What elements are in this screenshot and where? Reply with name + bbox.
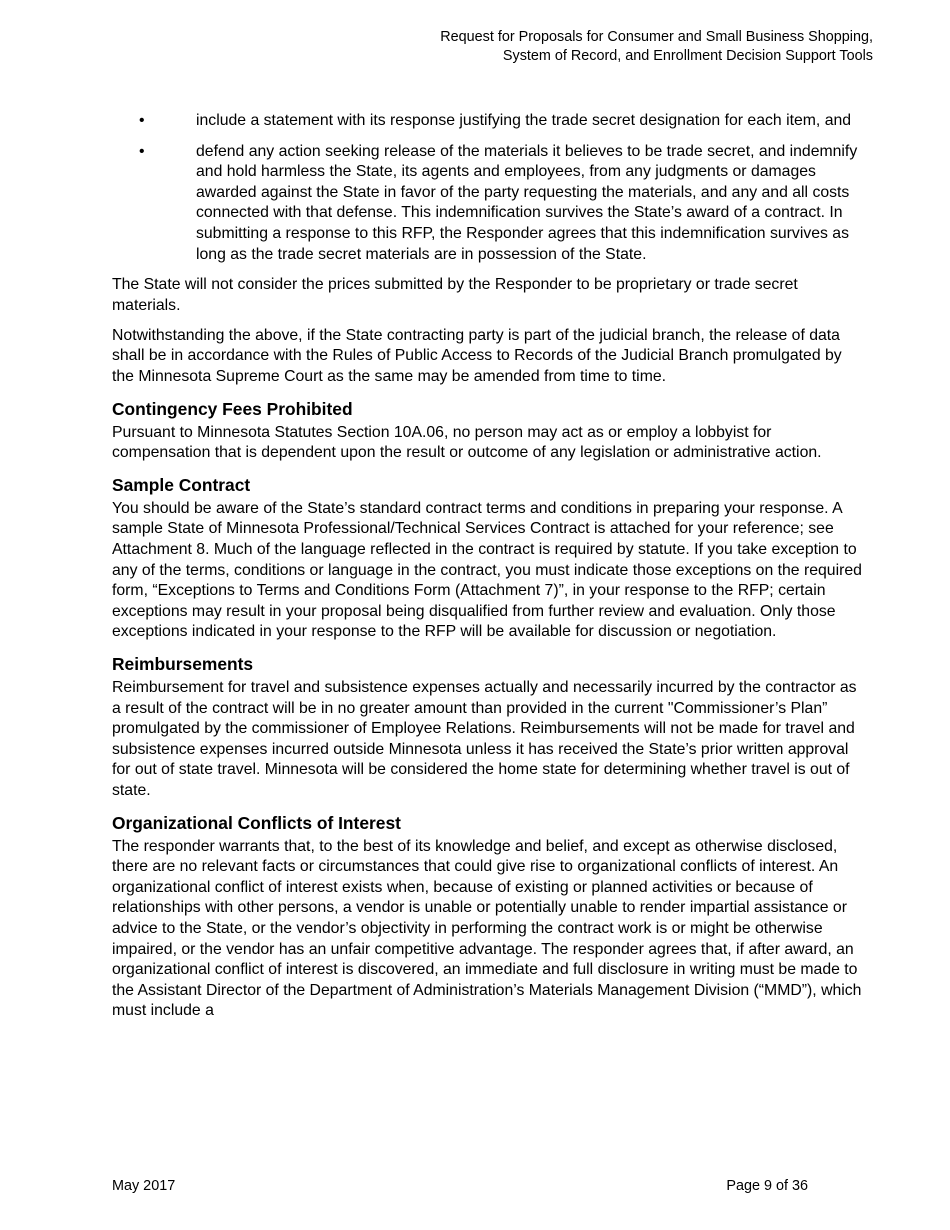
bullet-text: include a statement with its response justifying the trade secret designation for each item, and	[196, 112, 852, 129]
bullet-item	[112, 111, 868, 132]
heading-organizational-conflicts: Organizational Conflicts of Interest	[112, 812, 401, 833]
running-header	[273, 28, 873, 66]
bullet-text: defend any action seeking release of the materials it believes to be trade secret, and indemnify and hold harmless the State, its agents and employees, from any judgments or damages awarded against the State in favor of the party requesting the materials, and any and all costs connected with that defense. This indemnification survives the State’s award of a contract. In submitting a response to this RFP, the Responder agrees that this indemnification survives as long as the trade secret materials are in possession of the State.	[196, 142, 858, 263]
bullet-icon: •	[139, 142, 145, 160]
bullet-icon: •	[139, 112, 145, 129]
heading-reimbursements: Reimbursements	[112, 653, 254, 674]
header-line-1: Request for Proposals for Consumer and Small Business Shopping,	[440, 29, 873, 45]
bullet-item	[112, 142, 868, 266]
header-line-2: System of Record, and Enrollment Decision Support Tools	[502, 48, 873, 64]
footer-page-number: Page 9 of 36	[726, 1178, 808, 1194]
heading-sample-contract: Sample Contract	[112, 474, 251, 495]
paragraph-reimbursements: Reimbursement for travel and subsistence expenses actually and necessarily incurred by the contractor as a result of the contract will be in no greater amount than provided in the current "Commissioner’s Plan” promulgated by the commissioner of Employee Relations. Reimbursements will not be made for travel and subsistence expenses incurred outside Minnesota unless it has received the State’s prior written approval for out of state travel. Minnesota will be considered the home state for determining whether travel is out of state.	[112, 678, 857, 799]
bullet-list	[112, 111, 868, 265]
paragraph-sample-contract: You should be aware of the State’s standard contract terms and conditions in preparing your response. A sample State of Minnesota Professional/Technical Services Contract is attached for your reference; see Attachment 8. Much of the language reflected in the contract is required by statute. If you take exception to any of the terms, conditions or language in the contract, you must indicate those exceptions on the required form, “Exceptions to Terms and Conditions Form (Attachment 7)”, in your response to the RFP; certain exceptions may result in your proposal being disqualified from further review and evaluation. Only those exceptions indicated in your response to the RFP will be available for discussion or negotiation.	[112, 499, 862, 641]
document-body	[112, 111, 868, 1031]
paragraph-judicial: Notwithstanding the above, if the State contracting party is part of the judicial branch, the release of data shall be in accordance with the Rules of Public Access to Records of the Judicial Branch promulgated by the Minnesota Supreme Court as the same may be amended from time to time.	[112, 326, 842, 386]
paragraph-contingency-fees: Pursuant to Minnesota Statutes Section 10A.06, no person may act as or employ a lobbyist for compensation that is dependent upon the result or outcome of any legislation or administrative action.	[112, 423, 822, 462]
paragraph-organizational-conflicts: The responder warrants that, to the best of its knowledge and belief, and except as otherwise disclosed, there are no relevant facts or circumstances that could give rise to organizational conflicts of interest. An organizational conflict of interest exists when, because of existing or planned activities or because of relationships with other persons, a vendor is unable or potentially unable to render impartial assistance or advice to the State, or the vendor’s objectivity in performing the contract work is or might be otherwise impaired, or the vendor has an unfair competitive advantage. The responder agrees that, if after award, an organizational conflict of interest is discovered, an immediate and full disclosure in writing must be made to the Assistant Director of the Department of Administration’s Materials Management Division (“MMD”), which must include a	[112, 837, 862, 1020]
paragraph-prices: The State will not consider the prices submitted by the Responder to be proprietary or trade secret materials.	[112, 276, 798, 314]
footer-date: May 2017	[112, 1178, 176, 1194]
heading-contingency-fees: Contingency Fees Prohibited	[112, 398, 353, 419]
